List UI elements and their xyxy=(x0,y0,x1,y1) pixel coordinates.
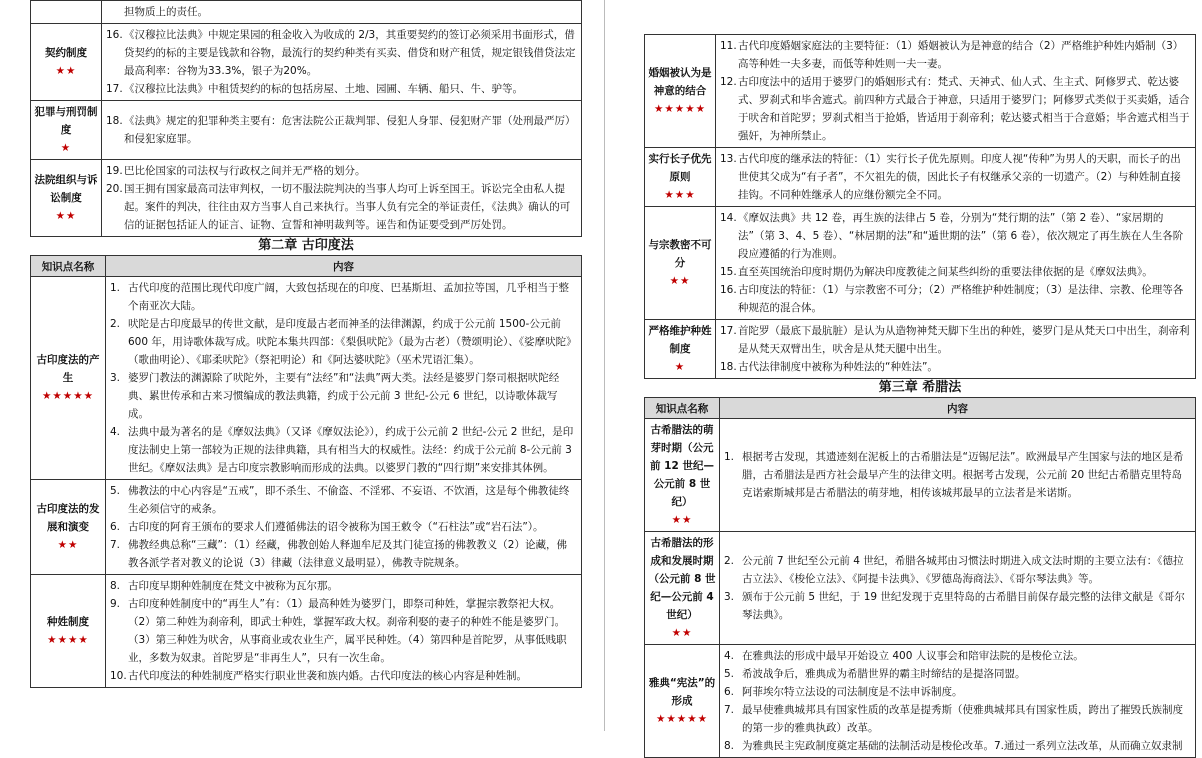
item-text: 古印度种姓制度中的“再生人”有：（1）最高种姓为婆罗门，即祭司种姓，掌握宗教祭祀大权。（2）第二种姓为刹帝利，即武士种姓，掌握军政大权。刹帝利娶的妻子的种姓不能是婆罗门。（3）第三种姓为吠舍，从事商业或农业生产，属平民种姓。（4）第四种是首陀罗，从事低贱职业，多数为奴隶。首陀罗是“非再生人”，只有一次生命。 xyxy=(128,598,567,664)
knowledge-point-label: 古希腊法的形成和发展时期（公元前 8 世纪—公元前 4 世纪） xyxy=(648,537,716,621)
importance-stars: ★★ xyxy=(57,539,79,551)
table-row xyxy=(645,148,1196,207)
item-number: 16. xyxy=(106,29,123,41)
knowledge-point-name xyxy=(645,419,720,532)
knowledge-point-name xyxy=(31,277,106,480)
item-number: 8. xyxy=(724,740,735,752)
item-number: 19. xyxy=(106,165,123,177)
importance-stars: ★★★★★ xyxy=(655,713,709,725)
table-row xyxy=(31,24,582,101)
knowledge-point-name xyxy=(645,320,716,379)
item-text: 古代印度的继承法的特征：（1）实行长子优先原则。印度人视“传种”为男人的天职，而长子的出世使其父成为“有子者”，不欠祖先的债，因此长子有权继承父亲的一切遗产。（2）与种姓制直接挂钩。不同种姓继承人的应继份额完全不同。 xyxy=(738,153,1181,201)
content-cell xyxy=(106,575,582,688)
list-item xyxy=(724,647,1191,665)
item-text: 巴比伦国家的司法权与行政权之间并无严格的划分。 xyxy=(124,165,366,177)
knowledge-point-name xyxy=(31,575,106,688)
content-cell xyxy=(716,35,1196,148)
item-number: 20. xyxy=(106,183,123,195)
list-item xyxy=(106,26,577,80)
list-item xyxy=(720,150,1191,204)
knowledge-point-name xyxy=(31,24,102,101)
list-item xyxy=(106,180,577,234)
table-row xyxy=(645,35,1196,148)
knowledge-point-label: 犯罪与刑罚制度 xyxy=(34,106,98,136)
item-number: 3. xyxy=(110,372,121,384)
knowledge-point-name xyxy=(645,207,716,320)
item-number: 16. xyxy=(720,284,737,296)
importance-stars: ★ xyxy=(674,361,686,373)
table-row xyxy=(31,101,582,160)
item-text: 吠陀是古印度最早的传世文献，是印度最古老而神圣的法律渊源，约成于公元前 1500-公元前 600 年，用诗歌体裁写成。吠陀本集共四部：《梨俱吠陀》（最为古老）（赞颂明论）、《娑摩吠陀》（歌曲明论）、《耶柔吠陀》（祭祀明论）和《阿达婆吠陀》（巫术咒语汇集）。 xyxy=(128,318,577,366)
knowledge-point-label: 实行长子优先原则 xyxy=(648,153,712,183)
item-number: 5. xyxy=(724,668,735,680)
header-key: 知识点名称 xyxy=(31,256,106,277)
item-number: 7. xyxy=(724,704,735,716)
list-item xyxy=(724,665,1191,683)
list-item xyxy=(724,737,1191,755)
header-key: 知识点名称 xyxy=(645,398,720,419)
right-top-table xyxy=(644,34,1196,379)
item-text: 阿菲埃尔特立法设的司法制度是不法申诉制度。 xyxy=(742,686,963,698)
item-text: 古印度法的特征：（1）与宗教密不可分；（2）严格维护种姓制度；（3）是法律、宗教、伦理等各种规范的混合体。 xyxy=(738,284,1184,314)
content-cell xyxy=(716,148,1196,207)
list-item xyxy=(110,577,577,595)
item-text: 古代印度婚姻家庭法的主要特征：（1）婚姻被认为是神意的结合（2）严格维护种姓内婚制（3）高等种姓一夫多妻，而低等种姓则一夫一妻。 xyxy=(738,40,1184,70)
list-item xyxy=(720,358,1191,376)
item-text: 古代法律制度中被称为种姓法的“种姓法”。 xyxy=(738,361,938,373)
knowledge-point-label: 法院组织与诉讼制度 xyxy=(34,174,98,204)
list-item xyxy=(724,588,1191,624)
item-text: 《汉穆拉比法典》中租赁契约的标的包括房屋、土地、园圃、车辆、船只、牛、驴等。 xyxy=(124,83,523,95)
item-text: 《法典》规定的犯罪种类主要有：危害法院公正裁判罪、侵犯人身罪、侵犯财产罪（处刑最严厉）和侵犯家庭罪。 xyxy=(124,115,576,145)
content-cell xyxy=(716,207,1196,320)
table-row xyxy=(31,575,582,688)
importance-stars: ★★ xyxy=(55,210,77,222)
importance-stars: ★★ xyxy=(669,275,691,287)
item-number: 6. xyxy=(724,686,735,698)
header-content: 内容 xyxy=(720,398,1196,419)
list-item xyxy=(110,595,577,667)
importance-stars: ★★ xyxy=(671,627,693,639)
list-item xyxy=(724,448,1191,502)
table-row xyxy=(645,320,1196,379)
chapter2-table xyxy=(30,255,582,688)
knowledge-point-label: 古印度法的产生 xyxy=(36,354,100,384)
table-row xyxy=(31,1,582,24)
list-item xyxy=(724,552,1191,588)
item-number: 1. xyxy=(110,282,121,294)
item-number: 8. xyxy=(110,580,121,592)
importance-stars: ★★★★★ xyxy=(653,103,707,115)
list-item xyxy=(110,536,577,572)
item-text: 古代印度法的种姓制度严格实行职业世袭和族内婚。古代印度法的核心内容是种姓制。 xyxy=(128,670,527,682)
content-cell xyxy=(102,24,582,101)
table-row xyxy=(645,532,1196,645)
list-item xyxy=(110,482,577,518)
list-item xyxy=(106,162,577,180)
item-text: 婆罗门教法的渊源除了吠陀外，主要有“法经”和“法典”两大类。法经是婆罗门祭司根据吠陀经典、累世传承和古来习惯编成的教法典籍，约成于公元前 3 世纪-公元 6 世纪，以诗歌体裁写成。 xyxy=(128,372,560,420)
item-number: 11. xyxy=(720,40,737,52)
item-number: 3. xyxy=(724,591,735,603)
importance-stars: ★ xyxy=(60,142,72,154)
item-text: 担物质上的责任。 xyxy=(124,6,208,18)
list-item xyxy=(720,209,1191,263)
item-number: 17. xyxy=(106,83,123,95)
left-top-table xyxy=(30,0,582,237)
list-item xyxy=(720,263,1191,281)
table-row xyxy=(645,207,1196,320)
table-row xyxy=(31,277,582,480)
table-row xyxy=(31,480,582,575)
list-item xyxy=(110,279,577,315)
list-item xyxy=(720,322,1191,358)
list-item xyxy=(720,37,1191,73)
item-text: 颁布于公元前 5 世纪，于 19 世纪发现于克里特岛的古希腊目前保存最完整的法律文献是《哥尔琴法典》。 xyxy=(742,591,1185,621)
knowledge-point-name xyxy=(31,1,102,24)
item-number: 10. xyxy=(110,670,127,682)
list-item xyxy=(724,701,1191,737)
knowledge-point-name xyxy=(645,532,720,645)
item-text: 为雅典民主宪政制度奠定基础的法制活动是梭伦改革。7.通过一系列立法改革，从而确立奴隶制 xyxy=(742,740,1183,752)
item-number: 17. xyxy=(720,325,737,337)
item-text: 《摩奴法典》共 12 卷，再生族的法律占 5 卷，分别为“梵行期的法”（第 2 卷）、“家居期的法”（第 3、4、5 卷）、“林居期的法”和“遁世期的法”（第 6 卷），依次规定了再生族在人生各阶段应遵循的行为准则。 xyxy=(738,212,1184,260)
item-text: 古印度法中的适用于婆罗门的婚姻形式有：梵式、天神式、仙人式、生主式、阿修罗式、乾达婆式、罗刹式和毕舍遮式。前四种方式最合于神意，只适用于婆罗门；阿修罗式类似于买卖婚，适合于吠舍和首陀罗；罗刹式相当于抢婚，皆适用于刹帝利；乾达婆式相当于合意婚；毕舍遮式相当于强奸，为神所禁止。 xyxy=(738,76,1190,142)
knowledge-point-label: 古希腊法的萌芽时期（公元前 12 世纪—公元前 8 世纪） xyxy=(650,424,714,508)
knowledge-point-label: 雅典“宪法”的形成 xyxy=(648,677,716,707)
header-content: 内容 xyxy=(106,256,582,277)
importance-stars: ★★ xyxy=(671,514,693,526)
list-item xyxy=(106,80,577,98)
item-text: 根据考古发现，其遗迹刻在泥板上的古希腊法是“迈锡尼法”。欧洲最早产生国家与法的地区是希腊，古希腊法是西方社会最早产生的法律文明。根据考古发现，公元前 20 世纪古希腊克里特岛克诺索斯城邦是古希腊法的萌芽地，相传该城邦最早的立法者是米诺斯。 xyxy=(742,451,1184,499)
item-number: 5. xyxy=(110,485,121,497)
item-text: 《汉穆拉比法典》中规定果园的租金收入为收成的 2/3，其重要契约的签订必须采用书面形式，借贷契约的标的主要是钱款和谷物，最流行的契约种类有买卖、借贷和财产租赁，规定银钱借贷法定最高利率：谷物为33.3%，银子为20%。 xyxy=(124,29,576,77)
knowledge-point-name xyxy=(645,645,720,758)
item-text: 首陀罗（最底下最肮脏）是认为从造物神梵天脚下生出的种姓，婆罗门是从梵天口中出生，刹帝利是从梵天双臂出生，吠舍是从梵天腿中出生。 xyxy=(738,325,1190,355)
knowledge-point-label: 与宗教密不可分 xyxy=(648,239,712,269)
item-number: 4. xyxy=(110,426,121,438)
item-text: 古印度的阿育王颁布的要求人们遵循佛法的诏令被称为国王敕令（“石柱法”或“岩石法”）。 xyxy=(128,521,544,533)
content-cell xyxy=(720,532,1196,645)
list-item xyxy=(110,423,577,477)
item-text: 古代印度的范围比现代印度广阔，大致包括现在的印度、巴基斯坦、孟加拉等国，几乎相当于整个南亚次大陆。 xyxy=(128,282,569,312)
item-text: 最早使雅典城邦具有国家性质的改革是提秀斯（使雅典城邦具有国家性质，跨出了摧毁氏族制度的第一步的雅典执政）改革。 xyxy=(742,704,1183,734)
item-text: 古印度早期种姓制度在梵文中被称为瓦尔那。 xyxy=(128,580,338,592)
item-number: 1. xyxy=(724,451,735,463)
knowledge-point-label: 种姓制度 xyxy=(47,616,89,628)
item-number: 15. xyxy=(720,266,737,278)
item-text: 国王拥有国家最高司法审判权，一切不服法院判决的当事人均可上诉至国王。诉讼完全由私人提起。案件的判决，往往由双方当事人自己来执行。当事人负有完全的举证责任，《法典》确认的可信的证据包括证人的证言、证物、宣誓和神明裁判等。诬告和伪证要受到严厉处罚。 xyxy=(124,183,571,231)
item-number: 18. xyxy=(106,115,123,127)
knowledge-point-name xyxy=(645,35,716,148)
item-text: 公元前 7 世纪至公元前 4 世纪，希腊各城邦由习惯法时期进入成文法时期的主要立法有：《德拉古立法》、《梭伦立法》、《阿提卡法典》、《罗德岛海商法》、《哥尔琴法典》等。 xyxy=(742,555,1184,585)
list-item xyxy=(106,112,577,148)
importance-stars: ★★★★★ xyxy=(41,390,95,402)
importance-stars: ★★ xyxy=(55,65,77,77)
table-row xyxy=(645,419,1196,532)
chapter-title-3: 第三章 希腊法 xyxy=(878,380,962,395)
content-cell xyxy=(102,160,582,237)
item-text: 直至英国统治印度时期仍为解决印度教徒之间某些纠纷的重要法律依据的是《摩奴法典》。 xyxy=(738,266,1153,278)
content-cell xyxy=(106,277,582,480)
item-number: 12. xyxy=(720,76,737,88)
item-number: 6. xyxy=(110,521,121,533)
knowledge-point-label: 严格维护种姓制度 xyxy=(648,325,712,355)
page-divider xyxy=(604,0,605,731)
item-text: 法典中最为著名的是《摩奴法典》（又译《摩奴法论》），约成于公元前 2 世纪-公元 2 世纪，是印度法制史上第一部较为正规的法律典籍，具有相当大的权威性。法经：约成于公元前 8-公元前 3 世纪。《摩奴法典》是古印度宗教影响而形成的法典。以婆罗门教的“四行期”来安排其体例。 xyxy=(128,426,574,474)
importance-stars: ★★★ xyxy=(664,189,696,201)
right-page xyxy=(644,0,1196,758)
item-text: 在雅典法的形成中最早开始设立 400 人议事会和陪审法院的是梭伦立法。 xyxy=(742,650,1084,662)
item-number xyxy=(106,3,124,21)
knowledge-point-label: 古印度法的发展和演变 xyxy=(36,503,100,533)
chapter-title-2: 第二章 古印度法 xyxy=(258,238,354,253)
left-page xyxy=(30,0,582,688)
knowledge-point-name xyxy=(31,480,106,575)
knowledge-point-name xyxy=(31,160,102,237)
content-cell xyxy=(106,480,582,575)
item-text: 佛教法的中心内容是“五戒”，即不杀生、不偷盗、不淫邪、不妄语、不饮酒，这是每个佛教徒终生必须信守的戒条。 xyxy=(128,485,570,515)
knowledge-point-name xyxy=(31,101,102,160)
table-row xyxy=(645,645,1196,758)
knowledge-point-label: 契约制度 xyxy=(45,47,87,59)
item-number: 2. xyxy=(724,555,735,567)
item-number: 9. xyxy=(110,598,121,610)
list-item xyxy=(106,3,577,21)
list-item xyxy=(110,518,577,536)
item-number: 4. xyxy=(724,650,735,662)
item-text: 希波战争后，雅典成为希腊世界的霸主时缔结的是提洛同盟。 xyxy=(742,668,1026,680)
knowledge-point-name xyxy=(645,148,716,207)
importance-stars: ★★★★ xyxy=(47,634,89,646)
list-item xyxy=(724,683,1191,701)
list-item xyxy=(720,281,1191,317)
list-item xyxy=(110,315,577,369)
list-item xyxy=(720,73,1191,145)
content-cell xyxy=(102,1,582,24)
item-text: 佛教经典总称“三藏”：（1）经藏，佛教创始人释迦牟尼及其门徒宣扬的佛教教义（2）论藏，佛教各派学者对教义的论说（3）律藏（法律意义最明显），佛教寺院规条。 xyxy=(128,539,567,569)
item-number: 18. xyxy=(720,361,737,373)
item-number: 13. xyxy=(720,153,737,165)
item-number: 14. xyxy=(720,212,737,224)
content-cell xyxy=(720,645,1196,758)
item-number: 7. xyxy=(110,539,121,551)
content-cell xyxy=(102,101,582,160)
list-item xyxy=(110,369,577,423)
content-cell xyxy=(716,320,1196,379)
table-row xyxy=(31,160,582,237)
list-item xyxy=(110,667,577,685)
item-number: 2. xyxy=(110,318,121,330)
content-cell xyxy=(720,419,1196,532)
chapter3-table xyxy=(644,397,1196,758)
knowledge-point-label: 婚姻被认为是神意的结合 xyxy=(648,67,712,97)
